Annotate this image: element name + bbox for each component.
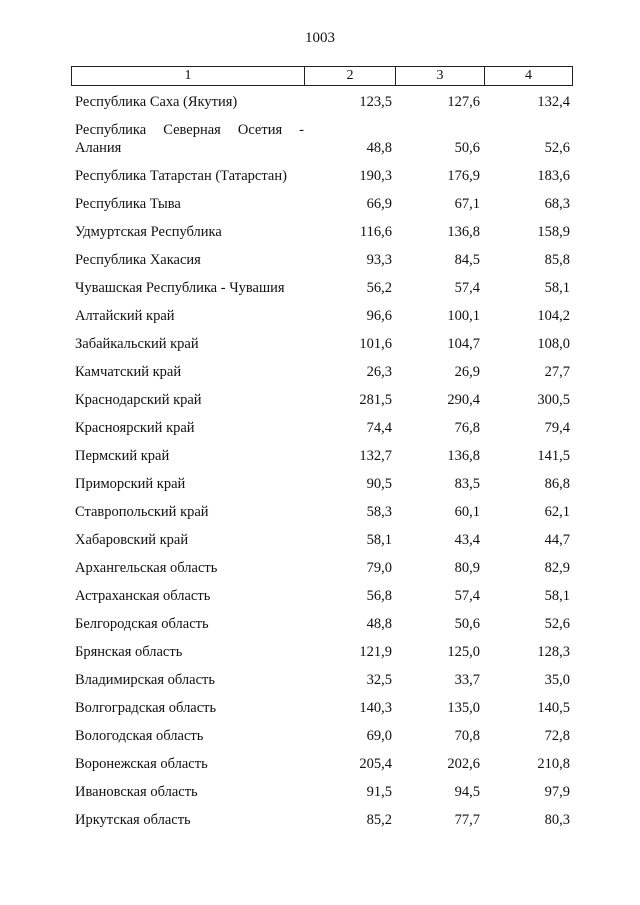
value-col2-cell: 58,3 bbox=[366, 504, 392, 520]
value-col3-cell: 136,8 bbox=[447, 224, 480, 240]
value-col3-cell: 50,6 bbox=[454, 140, 480, 156]
value-col4-cell: 128,3 bbox=[537, 644, 570, 660]
value-col3-cell: 176,9 bbox=[447, 168, 480, 184]
value-col2-cell: 48,8 bbox=[366, 140, 392, 156]
region-name-cell: Удмуртская Республика bbox=[75, 224, 222, 240]
table-row bbox=[75, 468, 573, 496]
table-row bbox=[75, 440, 573, 468]
region-name-cell: Красноярский край bbox=[75, 420, 195, 436]
value-col4-cell: 52,6 bbox=[544, 140, 570, 156]
value-col3-cell: 33,7 bbox=[454, 672, 480, 688]
table-row bbox=[75, 524, 573, 552]
value-col2-cell: 58,1 bbox=[366, 532, 392, 548]
value-col4-cell: 62,1 bbox=[544, 504, 570, 520]
value-col4-cell: 158,9 bbox=[537, 224, 570, 240]
table-row bbox=[75, 804, 573, 832]
table-row bbox=[75, 748, 573, 776]
table-row bbox=[75, 272, 573, 300]
region-name-cell: Республика Татарстан (Татарстан) bbox=[75, 168, 287, 184]
region-name-cell: Вологодская область bbox=[75, 728, 204, 744]
region-name-cell: Воронежская область bbox=[75, 756, 208, 772]
value-col2-cell: 85,2 bbox=[366, 812, 392, 828]
region-name-cell: Республика Саха (Якутия) bbox=[75, 94, 238, 110]
value-col4-cell: 58,1 bbox=[544, 280, 570, 296]
region-name-cell: Пермский край bbox=[75, 448, 170, 464]
value-col3-cell: 135,0 bbox=[447, 700, 480, 716]
page-number: 1003 bbox=[305, 30, 335, 46]
value-col3-cell: 57,4 bbox=[454, 280, 480, 296]
table-row bbox=[75, 608, 573, 636]
value-col3-cell: 67,1 bbox=[454, 196, 480, 212]
table-row bbox=[75, 328, 573, 356]
region-name-cell: Белгородская область bbox=[75, 616, 209, 632]
table-header bbox=[71, 66, 573, 86]
table-row bbox=[75, 160, 573, 188]
value-col4-cell: 82,9 bbox=[544, 560, 570, 576]
region-name-cell: Республика Северная Осетия - Алания bbox=[75, 122, 304, 156]
value-col3-cell: 70,8 bbox=[454, 728, 480, 744]
value-col2-cell: 48,8 bbox=[366, 616, 392, 632]
value-col2-cell: 79,0 bbox=[366, 560, 392, 576]
column-header-4: 4 bbox=[525, 68, 532, 83]
value-col2-cell: 66,9 bbox=[366, 196, 392, 212]
region-name-cell: Архангельская область bbox=[75, 560, 218, 576]
value-col2-cell: 56,8 bbox=[366, 588, 392, 604]
table-body bbox=[75, 86, 573, 832]
table-row bbox=[75, 356, 573, 384]
value-col3-cell: 94,5 bbox=[454, 784, 480, 800]
value-col4-cell: 97,9 bbox=[544, 784, 570, 800]
table-row bbox=[75, 720, 573, 748]
value-col3-cell: 100,1 bbox=[447, 308, 480, 324]
region-name-cell: Краснодарский край bbox=[75, 392, 202, 408]
table-row bbox=[75, 244, 573, 272]
table-row bbox=[75, 86, 573, 114]
value-col2-cell: 32,5 bbox=[366, 672, 392, 688]
value-col4-cell: 44,7 bbox=[544, 532, 570, 548]
value-col2-cell: 56,2 bbox=[366, 280, 392, 296]
table-row bbox=[75, 188, 573, 216]
value-col4-cell: 68,3 bbox=[544, 196, 570, 212]
value-col2-cell: 101,6 bbox=[359, 336, 392, 352]
table-row bbox=[75, 664, 573, 692]
region-name-cell: Хабаровский край bbox=[75, 532, 189, 548]
column-header-3: 3 bbox=[396, 67, 485, 85]
value-col4-cell: 58,1 bbox=[544, 588, 570, 604]
value-col4-cell: 141,5 bbox=[537, 448, 570, 464]
table-row bbox=[75, 692, 573, 720]
value-col4-cell: 210,8 bbox=[537, 756, 570, 772]
region-name-cell: Ивановская область bbox=[75, 784, 198, 800]
value-col4-cell: 80,3 bbox=[544, 812, 570, 828]
region-name-cell: Республика Хакасия bbox=[75, 252, 201, 268]
value-col4-cell: 52,6 bbox=[544, 616, 570, 632]
value-col3-cell: 43,4 bbox=[454, 532, 480, 548]
region-name-cell: Брянская область bbox=[75, 644, 183, 660]
value-col2-cell: 26,3 bbox=[366, 364, 392, 380]
region-name-cell: Приморский край bbox=[75, 476, 186, 492]
value-col4-cell: 300,5 bbox=[537, 392, 570, 408]
value-col3-cell: 57,4 bbox=[454, 588, 480, 604]
value-col2-cell: 69,0 bbox=[366, 728, 392, 744]
value-col4-cell: 79,4 bbox=[544, 420, 570, 436]
value-col2-cell: 96,6 bbox=[366, 308, 392, 324]
value-col3-cell: 76,8 bbox=[454, 420, 480, 436]
table-row bbox=[75, 580, 573, 608]
value-col4-cell: 104,2 bbox=[537, 308, 570, 324]
value-col3-cell: 127,6 bbox=[447, 94, 480, 110]
value-col4-cell: 140,5 bbox=[537, 700, 570, 716]
value-col4-cell: 86,8 bbox=[544, 476, 570, 492]
value-col3-cell: 202,6 bbox=[447, 756, 480, 772]
region-name-cell: Астраханская область bbox=[75, 588, 211, 604]
value-col4-cell: 85,8 bbox=[544, 252, 570, 268]
table-row bbox=[75, 216, 573, 244]
value-col3-cell: 50,6 bbox=[454, 616, 480, 632]
value-col3-cell: 136,8 bbox=[447, 448, 480, 464]
table-row bbox=[75, 776, 573, 804]
value-col4-cell: 132,4 bbox=[537, 94, 570, 110]
value-col2-cell: 281,5 bbox=[359, 392, 392, 408]
region-name-cell: Владимирская область bbox=[75, 672, 215, 688]
value-col3-cell: 104,7 bbox=[447, 336, 480, 352]
value-col4-cell: 108,0 bbox=[537, 336, 570, 352]
value-col2-cell: 116,6 bbox=[359, 224, 392, 240]
value-col2-cell: 74,4 bbox=[366, 420, 392, 436]
value-col2-cell: 91,5 bbox=[366, 784, 392, 800]
column-header-2: 2 bbox=[305, 67, 396, 85]
table-row bbox=[75, 636, 573, 664]
region-name-cell: Республика Тыва bbox=[75, 196, 181, 212]
value-col2-cell: 93,3 bbox=[366, 252, 392, 268]
value-col3-cell: 26,9 bbox=[454, 364, 480, 380]
table-row bbox=[75, 114, 573, 160]
value-col4-cell: 183,6 bbox=[537, 168, 570, 184]
value-col2-cell: 190,3 bbox=[359, 168, 392, 184]
region-name-cell: Иркутская область bbox=[75, 812, 191, 828]
value-col2-cell: 90,5 bbox=[366, 476, 392, 492]
value-col3-cell: 77,7 bbox=[454, 812, 480, 828]
value-col2-cell: 123,5 bbox=[359, 94, 392, 110]
table-row bbox=[75, 552, 573, 580]
value-col3-cell: 60,1 bbox=[454, 504, 480, 520]
table-row bbox=[75, 496, 573, 524]
value-col2-cell: 121,9 bbox=[359, 644, 392, 660]
region-name-cell: Камчатский край bbox=[75, 364, 182, 380]
value-col2-cell: 205,4 bbox=[359, 756, 392, 772]
region-name-cell: Забайкальский край bbox=[75, 336, 199, 352]
region-name-cell: Ставропольский край bbox=[75, 504, 209, 520]
value-col3-cell: 80,9 bbox=[454, 560, 480, 576]
table-row bbox=[75, 384, 573, 412]
value-col2-cell: 132,7 bbox=[359, 448, 392, 464]
region-name-cell: Чувашская Республика - Чувашия bbox=[75, 280, 285, 296]
value-col2-cell: 140,3 bbox=[359, 700, 392, 716]
region-name-cell: Волгоградская область bbox=[75, 700, 217, 716]
value-col4-cell: 27,7 bbox=[544, 364, 570, 380]
table-row bbox=[75, 300, 573, 328]
column-header-1: 1 bbox=[72, 67, 305, 85]
table-row bbox=[75, 412, 573, 440]
value-col3-cell: 125,0 bbox=[447, 644, 480, 660]
region-name-cell: Алтайский край bbox=[75, 308, 175, 324]
value-col3-cell: 290,4 bbox=[447, 392, 480, 408]
value-col3-cell: 83,5 bbox=[454, 476, 480, 492]
value-col4-cell: 72,8 bbox=[544, 728, 570, 744]
value-col4-cell: 35,0 bbox=[544, 672, 570, 688]
value-col3-cell: 84,5 bbox=[454, 252, 480, 268]
